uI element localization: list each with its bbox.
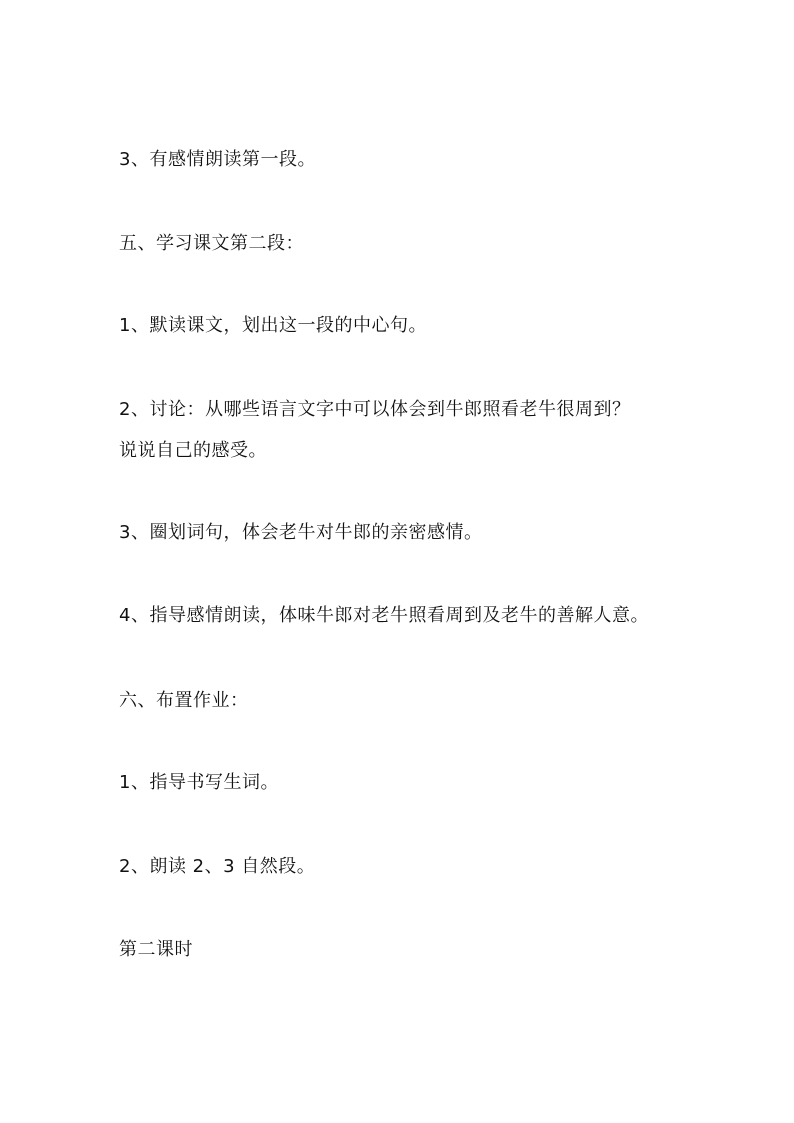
paragraph-line: 说说自己的感受。 <box>119 440 267 461</box>
section-heading: 五、学习课文第二段： <box>119 233 304 254</box>
paragraph-line: 3、有感情朗读第一段。 <box>119 149 316 170</box>
paragraph-line: 3、圈划词句，体会老牛对牛郎的亲密感情。 <box>119 522 483 543</box>
paragraph-line: 1、指导书写生词。 <box>119 772 279 793</box>
section-heading: 六、布置作业： <box>119 690 249 711</box>
paragraph-line: 1、默读课文，划出这一段的中心句。 <box>119 315 427 336</box>
paragraph-line: 2、朗读 2、3 自然段。 <box>119 856 316 877</box>
paragraph-line: 4、指导感情朗读，体味牛郎对老牛照看周到及老牛的善解人意。 <box>119 605 649 626</box>
paragraph-line: 2、讨论：从哪些语言文字中可以体会到牛郎照看老牛很周到？ <box>119 399 631 420</box>
lesson-heading: 第二课时 <box>119 939 193 960</box>
